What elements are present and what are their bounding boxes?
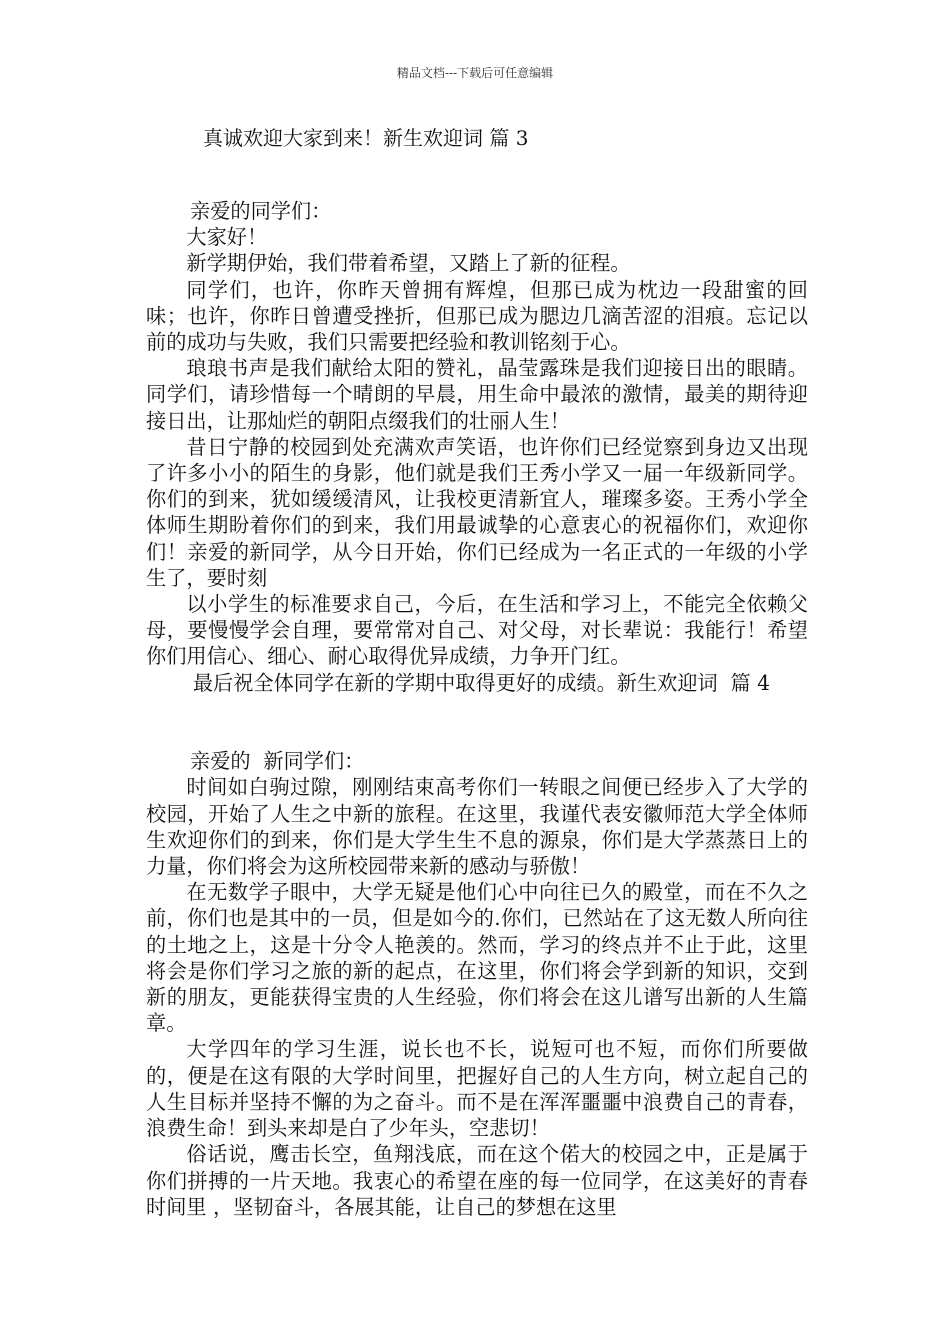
section3-paragraph: 昔日宁静的校园到处充满欢声笑语，也许你们已经觉察到身边又出现了许多小小的陌生的身影，他们就是我们王秀小学又一届一年级新同学。你们的到来，犹如缓缓清风，让我校更清新宜人，璀璨多姿。王秀小学全体师生期盼着你们的到来，我们用最诚挚的心意衷心的祝福你们，欢迎你们！亲爱的新同学，从今日开始，你们已经成为一名正式的一年级的小学生了，要时刻 <box>146 434 808 590</box>
section3-paragraph: 以小学生的标准要求自己，今后，在生活和学习上，不能完全依赖父母，要慢慢学会自理，要常常对自己、对父母，对长辈说：我能行！希望你们用信心、细心、耐心取得优异成绩，力争开门红。 <box>146 592 808 669</box>
section-spacer <box>146 696 808 748</box>
section3-paragraph: 同学们，也许，你昨天曾拥有辉煌，但那已成为枕边一段甜蜜的回味；也许，你昨日曾遭受挫折，但那已成为腮边几滴苦涩的泪痕。忘记以前的成功与失败，我们只需要把经验和教训铭刻于心。 <box>146 277 808 355</box>
section3-paragraph: 新学期伊始，我们带着希望，又踏上了新的征程。 <box>186 251 631 276</box>
section4-paragraph: 俗话说，鹰击长空，鱼翔浅底，而在这个偌大的校园之中，正是属于你们拼搏的一片天地。我衷心的希望在座的每一位同学，在这美好的青春时间里 ，坚韧奋斗，各展其能，让自己的梦想在这里 <box>146 1142 808 1219</box>
section4-paragraph: 大学四年的学习生涯，说长也不长，说短可也不短，而你们所要做的，便是在这有限的大学时间里，把握好自己的人生方向，树立起自己的人生目标并坚持不懈的为之奋斗。而不是在浑浑噩噩中浪费自己的青春，浪费生命！到头来却是白了少年头，空悲切！ <box>146 1037 808 1141</box>
document-title: 真诚欢迎大家到来！新生欢迎词 篇 3 <box>203 126 529 150</box>
document-body <box>146 198 808 1220</box>
section3-closing-paragraph: 最后祝全体同学在新的学期中取得更好的成绩。新生欢迎词 篇 4 <box>186 670 770 695</box>
section4-paragraph: 在无数学子眼中，大学无疑是他们心中向往已久的殿堂，而在不久之前，你们也是其中的一员，但是如今的.你们，已然站在了这无数人所向往的土地之上，这是十分令人艳羡的。然而，学习的终点并不止于此，这里将会是你们学习之旅的新的起点，在这里，你们将会学到新的知识，交到新的朋友，更能获得宝贵的人生经验，你们将会在这儿谱写出新的人生篇章。 <box>146 880 808 1036</box>
section3-greeting: 大家好！ <box>186 225 268 250</box>
page-header-watermark: 精品文档---下载后可任意编辑 <box>396 66 554 80</box>
section3-paragraph: 琅琅书声是我们献给太阳的赞礼，晶莹露珠是我们迎接日出的眼睛。同学们，请珍惜每一个晴朗的早晨，用生命中最浓的激情，最美的期待迎接日出，让那灿烂的朝阳点缀我们的壮丽人生！ <box>146 356 808 433</box>
section4-paragraph: 时间如白驹过隙，刚刚结束高考你们一转眼之间便已经步入了大学的校园，开始了人生之中新的旅程。在这里，我谨代表安徽师范大学全体师生欢迎你们的到来，你们是大学生生不息的源泉，你们是大学蒸蒸日上的力量，你们将会为这所校园带来新的感动与骄傲！ <box>146 775 808 879</box>
section4-salutation: 亲爱的 新同学们： <box>190 749 365 774</box>
section3-salutation: 亲爱的同学们： <box>190 199 332 223</box>
